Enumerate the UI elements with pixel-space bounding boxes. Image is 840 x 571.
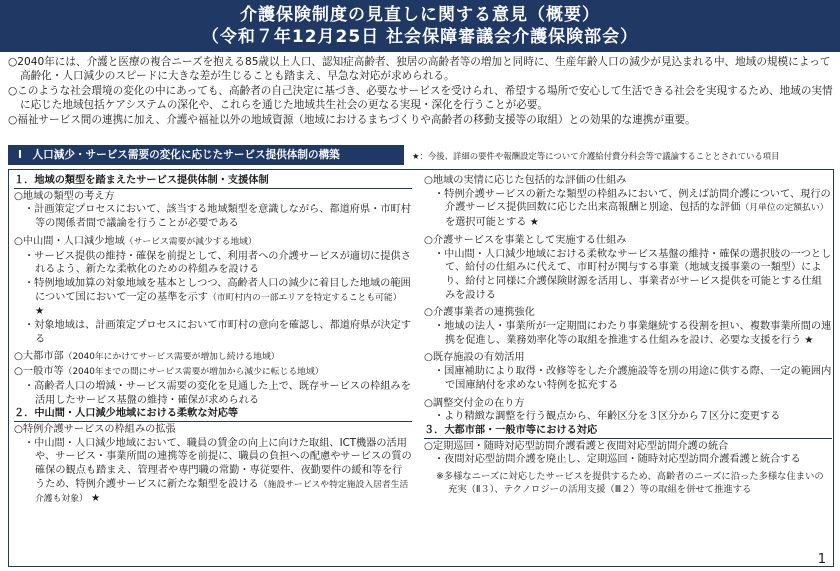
- bullet-text: ・夜間対応型訪問介護を廃止し、定期巡回・随時対応型訪問介護看護と統合する: [434, 454, 801, 466]
- bullet-text: ・サービス提供の維持・確保を前提として、利用者への介護サービスが適切に提供されるよう、新たな柔軟化のための枠組みを設ける: [24, 250, 411, 276]
- heading-urban-response: ３．大都市部・一般市等における対応: [424, 424, 832, 439]
- item-title: ○介護サービスを事業として実施する仕組み: [424, 234, 627, 246]
- bullet-main: ・特例介護サービスの新たな類型の枠組みにおいて、例えば訪問介護について、現行の介護サービス提供回数に応じた出来高報酬と別途、包括的な評価: [434, 188, 831, 214]
- bullet-main: ・特例地域加算の対象地域を基本としつつ、高齢者人口の減少に着目した地域の範囲について国において一定の基準を示す: [24, 277, 411, 303]
- left-column: [14, 174, 412, 507]
- bullet-note: （施設サービスや特定施設入居者生活介護も対象）: [35, 479, 409, 505]
- heading-regional-types: １．地域の類型を踏まえたサービス提供体制・支援体制: [14, 174, 412, 189]
- item-title: [14, 235, 412, 250]
- right-column: [424, 174, 832, 496]
- intro-paragraph: ○2040年には、介護と医療の複合ニーズを抱える85歳以上人口、認知症高齢者、独居の高齢者等の増加と同時に、生産年齢人口の減少が見込まれる中、地域の規模によって高齢化・人口減少のスピードに大きな差が生じることも踏まえ、早急な対応が求められる。: [8, 56, 831, 83]
- item-title: ○介護事業者の連携強化: [424, 307, 535, 319]
- bullet-text: ・計画策定プロセスにおいて、該当する地域類型を意識しながら、都道府県・市町村等の関係者間で議論を行うことが必要である: [24, 204, 411, 230]
- bullet-text: ・対象地域は、計画策定プロセスにおいて市町村の意向を確認し、都道府県が決定する: [24, 320, 412, 345]
- item-title: ○既存施設の有効活用: [424, 352, 525, 364]
- item-title: ○特例介護サービスの枠組みの拡張: [14, 423, 176, 435]
- bullet-text: [424, 188, 832, 230]
- title-bar: [0, 0, 840, 52]
- item-title: ○地域の実情に応じた包括的な評価の仕組み: [424, 175, 627, 186]
- item-title-text: ○中山間・人口減少地域: [14, 235, 125, 247]
- heading-flexible-response: ２．中山間・人口減少地域における柔軟な対応等: [14, 407, 412, 422]
- section-header: Ⅰ 人口減少・サービス需要の変化に応じたサービス提供体制の構築: [8, 145, 404, 165]
- intro-block: [8, 55, 834, 127]
- item-title: [14, 365, 412, 380]
- intro-paragraph: ○このような社会環境の変化の中にあっても、高齢者の自己決定に基づき、必要なサービスを受けられ、希望する場所で安心して生活できる社会を実現するため、地域の実情に応じた地域包括ケアシステムの深化や、これらを通じた地域共生社会の更なる実現・深化を行うことが必要。: [8, 84, 833, 112]
- page-title: 介護保険制度の見直しに関する意見（概要）: [240, 5, 600, 25]
- bullet-note: （月単位の定額払い）: [740, 203, 829, 214]
- bullet-main: ・中山間・人口減少地域において、職員の賃金の向上に向けた取組、ICT機器の活用や、サービス・事業所間の連携等を前提に、職員の負担への配慮やサービスの質の確保の観点も踏まえ、管理者や専門職の常勤・専従要件、夜勤要件の緩和等を行うため、特例介護サービスに新たな類型を設ける: [24, 437, 412, 490]
- bullet-text: ・高齢者人口の増減・サービス需要の変化を見通した上で、既存サービスの枠組みを活用したサービス基盤の維持・確保が求められる: [24, 380, 411, 406]
- item-title: [14, 350, 412, 365]
- bullet-end: を選択可能とする ★: [445, 217, 539, 229]
- bullet-text: ・中山間・人口減少地域における柔軟なサービス基盤の維持・確保の選択肢の一つとして、給付の仕組みに代えて、市町村が関与する事業（地域支援事業の一類型）により、給付と同様に介護保険財源を活用し、事業者がサービス提供を可能とする仕組みを設ける: [434, 248, 832, 301]
- star-mark: ★: [35, 306, 45, 318]
- item-title: ○地域の類型の考え方: [14, 190, 115, 202]
- item-title-note: （2040年までの間にサービス需要が増加から減少に転じる地域）: [63, 367, 324, 378]
- star-legend-note: ★：今後、詳細の要件や報酬設定等について介護給付費分科会等で議論することとされている項目: [412, 151, 780, 161]
- item-title-note: （2040年にかけてサービス需要が増加し続ける地域）: [63, 352, 280, 363]
- star-mark: ★: [91, 493, 101, 505]
- item-title: ○定期巡回・随時対応型訪問介護看護と夜間対応型訪問介護の統合: [424, 440, 729, 452]
- bullet-text: ・地域の法人・事業所が一定期間にわたり事業継続する役割を担い、複数事業所間の連携を促進し、業務効率化等の取組を推進する仕組みを設け、必要な支援を行う ★: [434, 321, 832, 346]
- bullet-text: [14, 437, 412, 508]
- page-subtitle: （令和７年12月25日 社会保障審議会介護保険部会）: [201, 27, 639, 47]
- bullet-note: （市町村内の一部エリアを特定することも可能）: [207, 292, 402, 303]
- item-title-text: ○大都市部: [14, 351, 64, 363]
- item-title: ○調整交付金の在り方: [424, 397, 525, 409]
- bullet-text: [14, 277, 412, 319]
- item-title-note: （サービス需要が減少する地域）: [124, 236, 257, 247]
- bullet-text: ・より精緻な調整を行う観点から、年齢区分を３区分から７区分に変更する: [434, 411, 781, 423]
- footnote: ※多様なニーズに対応したサービスを提供するため、高齢者のニーズに沿った多様な住まいの充実（Ⅱ３）、テクノロジーの活用支援（Ⅲ２）等の取組を併せて推進する: [436, 471, 824, 495]
- bullet-text: ・国庫補助により取得・改修等をした介護施設等を別の用途に供する際、一定の範囲内で国庫納付を求めない特例を拡充する: [434, 366, 832, 391]
- intro-paragraph: ○福祉サービス間の連携に加え、介護や福祉以外の地域資源（地域におけるまちづくりや高齢者の移動支援等の取組）との効果的な連携が重要。: [8, 113, 696, 126]
- item-title-text: ○一般市等: [14, 366, 64, 378]
- page-number: 1: [817, 552, 826, 567]
